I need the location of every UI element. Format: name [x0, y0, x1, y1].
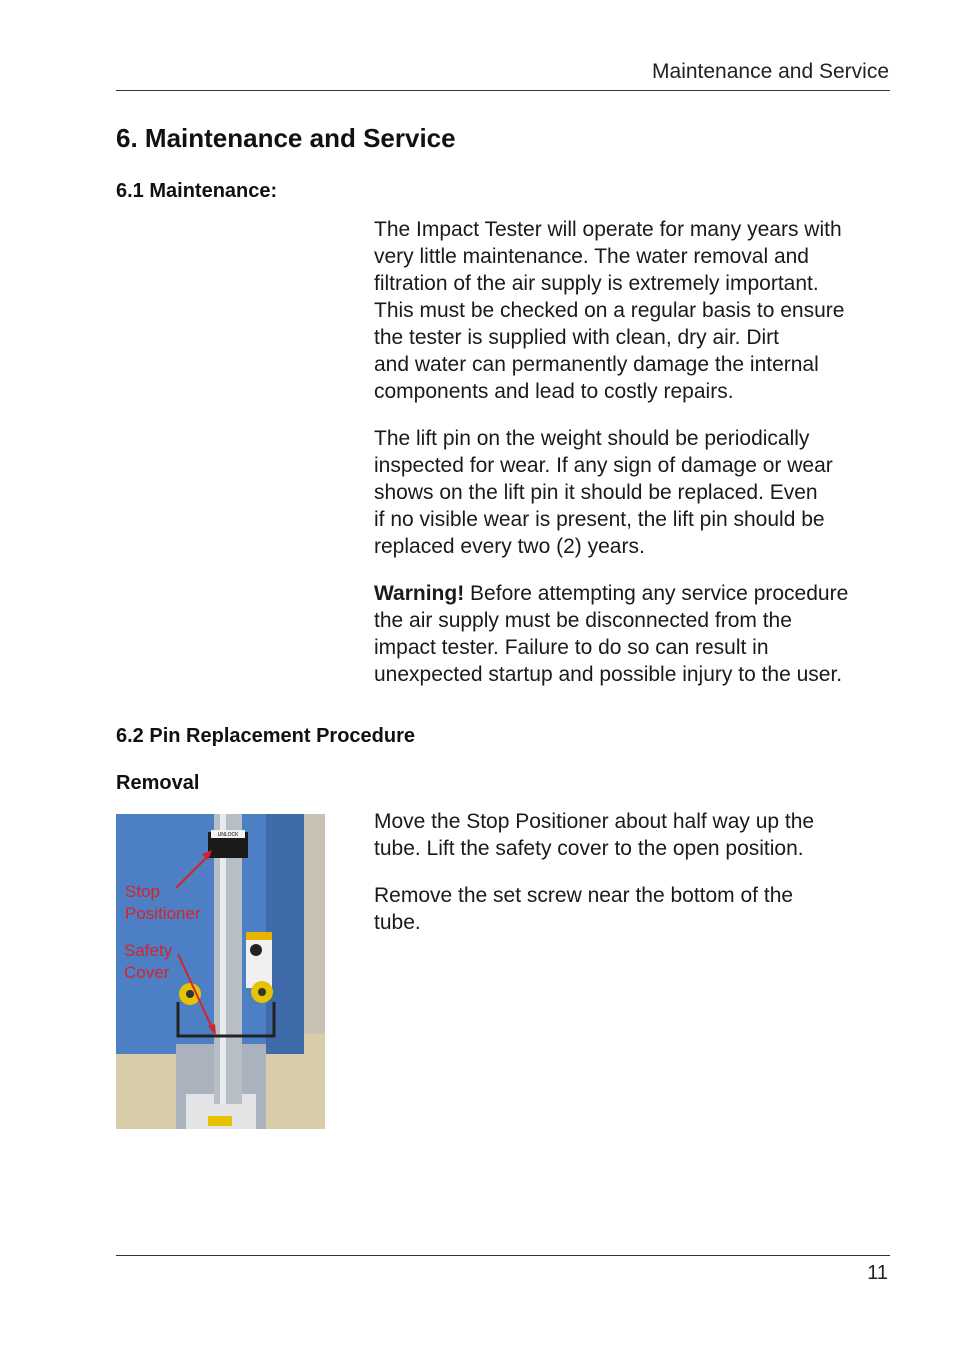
maintenance-paragraph-2 [374, 425, 894, 560]
maintenance-paragraph-1 [374, 216, 894, 405]
removal-step-1 [374, 808, 894, 862]
removal-step-2 [374, 882, 894, 936]
photo-label-safety: Safety [124, 941, 173, 960]
line: the air supply must be disconnected from the [374, 609, 792, 632]
photo-label-cover: Cover [124, 963, 170, 982]
photo-right-button-center [258, 988, 266, 996]
footer-rule [116, 1255, 890, 1256]
line: if no visible wear is present, the lift pin should be [374, 508, 825, 531]
photo-warning-sticker [246, 932, 272, 988]
line: unexpected startup and possible injury to the user. [374, 663, 843, 686]
line: This must be checked on a regular basis to ensure [374, 299, 845, 322]
line: Before attempting any service procedure [464, 582, 849, 605]
removal-heading: Removal [116, 772, 200, 794]
pin-replacement-heading: 6.2 Pin Replacement Procedure [116, 725, 416, 747]
line: Remove the set screw near the bottom of the [374, 884, 794, 907]
warning-label: Warning! [374, 582, 465, 605]
photo-label-unlock: UNLOCK [217, 832, 239, 838]
line: the tester is supplied with clean, dry air. Dirt [374, 326, 780, 349]
impact-tester-photo [116, 814, 325, 1129]
photo-illustration [116, 814, 325, 1129]
removal-body [374, 808, 894, 956]
photo-sticker-header [246, 932, 272, 940]
line: The lift pin on the weight should be periodically [374, 427, 810, 450]
line: The Impact Tester will operate for many years with [374, 218, 842, 241]
line: and water can permanently damage the internal [374, 353, 819, 376]
maintenance-heading: 6.1 Maintenance: [116, 180, 278, 202]
photo-left-button-center [186, 990, 194, 998]
photo-base-warning-label [208, 1116, 232, 1126]
line: shows on the lift pin it should be replaced. Even [374, 481, 818, 504]
line: very little maintenance. The water removal and [374, 245, 809, 268]
line: impact tester. Failure to do so can result in [374, 636, 769, 659]
line: components and lead to costly repairs. [374, 380, 734, 403]
line: inspected for wear. If any sign of damage or wear [374, 454, 833, 477]
line: Move the Stop Positioner about half way up the [374, 810, 815, 833]
photo-sticker-symbol [250, 944, 262, 956]
photo-label-stop: Stop [125, 882, 160, 901]
line: tube. [374, 911, 421, 934]
line: filtration of the air supply is extremely important. [374, 272, 819, 295]
line: replaced every two (2) years. [374, 535, 645, 558]
section-title: 6. Maintenance and Service [116, 123, 456, 153]
line: tube. Lift the safety cover to the open position. [374, 837, 804, 860]
warning-paragraph [374, 580, 894, 688]
running-header: Maintenance and Service [652, 60, 889, 83]
photo-label-positioner: Positioner [125, 904, 201, 923]
header-rule [116, 90, 890, 91]
page-number: 11 [867, 1262, 888, 1284]
maintenance-body [374, 216, 894, 708]
